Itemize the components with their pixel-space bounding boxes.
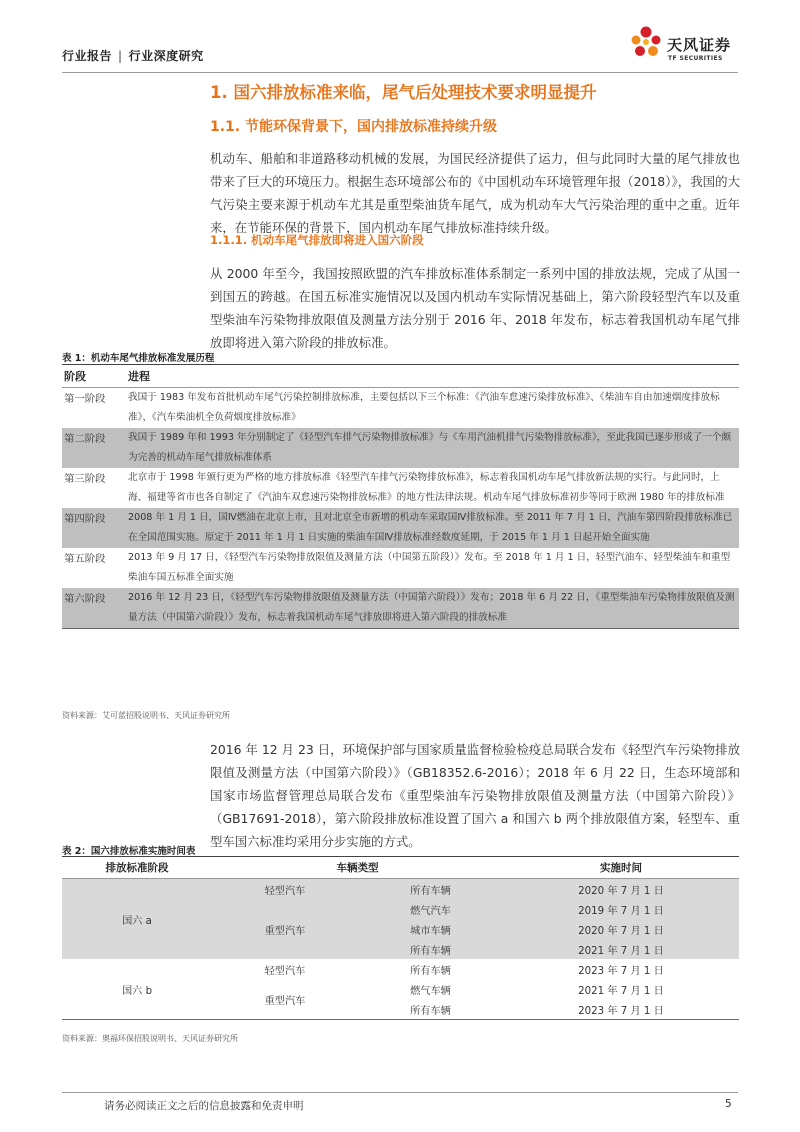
table1-source: 资料来源：艾可蓝招股说明书、天风证券研究所 xyxy=(62,711,230,720)
table1-progress-cell: 我国于 1989 年和 1993 年分别制定了《轻型汽车排气污染物排放标准》与《车用汽油机排气污染物排放标准》，至此我国已逐步形成了一个颇为完善的机动车尾气排放标准体系 xyxy=(126,428,739,468)
logo-name-cn: 天风证券 xyxy=(667,36,732,54)
table2-vehicle-sub-cell: 所有车辆 xyxy=(358,939,503,959)
table2-date-cell: 2021 年 7 月 1 日 xyxy=(503,939,739,959)
paragraph-gb6-release-text: 2016 年 12 月 23 日，环境保护部与国家质量监督检验检疫总局联合发布《轻型汽车污染物排放限值及测量方法（中国第六阶段）》（GB18352.6-2016）；2018 年 6 月 22 日，生态环境部和国家市场监督管理总局联合发布《重型柴油车污染物排放限值及测量方法（中国第六阶段）》（GB17691-2018），第六阶段排放标准设置了国六 a 和国六 b 两个排放限值方案，轻型车、重型车国六标准均采用分步实施的方式。 xyxy=(210,742,740,849)
table2-date-cell: 2023 年 7 月 1 日 xyxy=(503,999,739,1020)
table2-vehicle-sub-cell: 所有车辆 xyxy=(358,999,503,1020)
table1-progress-cell: 2013 年 9 月 17 日，《轻型汽车污染物排放限值及测量方法（中国第五阶段）》发布。至 2018 年 1 月 1 日，轻型汽油车、轻型柴油车和重型柴油车国五标准全面实施 xyxy=(128,552,731,583)
table-row xyxy=(62,428,739,468)
table1-progress-cell: 2016 年 12 月 23 日，《轻型汽车污染物排放限值及测量方法（中国第六阶段）》发布；2018 年 6 月 22 日，《重型柴油车污染物排放限值及测量方法（中国第六阶段）》发布，标志着我国机动车尾气排放即将进入第六阶段的排放标准 xyxy=(126,588,739,629)
table1-progress-cell: 北京市于 1998 年颁行更为严格的地方排放标准《轻型汽车排气污染物排放标准》，标志着我国机动车尾气排放新法规的实行。与此同时，上海、福建等省市也各自制定了《汽油车双怠速污染物排放标准》的地方性法律法规。机动车尾气排放标准初步等同于欧洲 1980 年的排放标准 xyxy=(128,472,725,503)
footer-disclaimer: 请务必阅读正文之后的信息披露和免责申明 xyxy=(104,1100,304,1112)
table1-stage-cell: 第四阶段 xyxy=(62,508,126,548)
table-row xyxy=(62,388,739,429)
table1-header-progress: 进程 xyxy=(126,365,739,388)
table2-header-date: 实施时间 xyxy=(503,857,739,879)
header-separator: | xyxy=(118,49,123,63)
table2-implementation-schedule xyxy=(62,856,739,1020)
paragraph-gb6-release xyxy=(210,738,740,853)
table1-stage-cell: 第一阶段 xyxy=(64,393,106,405)
header-category xyxy=(62,47,204,64)
table2-caption: 表 2：国六排放标准实施时间表 xyxy=(62,846,196,857)
table2-header-row xyxy=(62,857,739,879)
table2-date-cell: 2020 年 7 月 1 日 xyxy=(503,919,739,939)
table2-vehicle-sub-cell: 所有车辆 xyxy=(410,965,451,977)
table-row xyxy=(62,468,739,508)
section-heading-1-1-1: 1.1.1. 机动车尾气排放即将进入国六阶段 xyxy=(210,233,424,247)
table1-stage-cell: 第三阶段 xyxy=(64,473,106,485)
table2-date-cell: 2019 年 7 月 1 日 xyxy=(503,899,739,919)
table2-vehicle-sub-cell: 燃气车辆 xyxy=(410,985,451,997)
table2-vehicle-class-cell: 轻型汽车 xyxy=(264,965,306,977)
table1-stage-cell: 第五阶段 xyxy=(64,553,106,565)
table-row xyxy=(62,508,739,548)
header-report-type: 行业报告 xyxy=(62,49,113,63)
table-row xyxy=(62,588,739,629)
paragraph-background xyxy=(210,147,740,239)
table2-stage-cell: 国六 b xyxy=(62,959,212,1020)
footer-divider xyxy=(62,1092,738,1093)
paragraph-history xyxy=(210,262,740,354)
table-row xyxy=(62,548,739,588)
table1-progress-cell: 我国于 1983 年发布首批机动车尾气污染控制排放标准，主要包括以下三个标准：《汽油车怠速污染排放标准》、《柴油车自由加速烟度排放标准》、《汽车柴油机全负荷烟度排放标准》 xyxy=(128,392,720,423)
table1-progress-cell: 2008 年 1 月 1 日，国Ⅳ燃油在北京上市，且对北京全市新增的机动车采取国Ⅳ排放标准。至 2011 年 7 月 1 日，汽油车第四阶段排放标准已在全国范围实施。原定于 2011 年 1 月 1 日实施的柴油车国Ⅳ排放标准经数度延期，于 2015 年 1 月 1 日起开始全面实施 xyxy=(126,508,739,548)
section-heading-1-1: 1.1. 节能环保背景下，国内排放标准持续升级 xyxy=(210,119,497,135)
table1-caption: 表 1：机动车尾气排放标准发展历程 xyxy=(62,353,215,364)
table-row xyxy=(62,879,739,900)
table2-vehicle-sub-cell: 燃气汽车 xyxy=(358,899,503,919)
table2-vehicle-class-cell: 重型汽车 xyxy=(212,979,358,1020)
table2-source: 资料来源：奥福环保招股说明书、天风证券研究所 xyxy=(62,1034,238,1043)
table1-stage-cell: 第二阶段 xyxy=(62,428,126,468)
table-row xyxy=(62,959,739,979)
table2-vehicle-class-cell: 轻型汽车 xyxy=(212,879,358,900)
page-number: 5 xyxy=(725,1098,732,1110)
table2-date-cell: 2021 年 7 月 1 日 xyxy=(578,985,664,997)
table2-date-cell: 2023 年 7 月 1 日 xyxy=(578,965,664,977)
paragraph-background-text: 机动车、船舶和非道路移动机械的发展，为国民经济提供了运力，但与此同时大量的尾气排放也带来了巨大的环境压力。根据生态环境部公布的《中国机动车环境管理年报（2018）》，我国的大气污染主要来源于机动车尤其是重型柴油货车尾气，成为机动车大气污染治理的重中之重。近年来，在节能环保的背景下，国内机动车尾气排放标准持续升级。 xyxy=(210,151,740,235)
table2-vehicle-class-cell: 重型汽车 xyxy=(212,899,358,959)
table2-vehicle-sub-cell: 所有车辆 xyxy=(358,879,503,900)
table1-stage-cell: 第六阶段 xyxy=(62,588,126,629)
header-report-subtype: 行业深度研究 xyxy=(128,49,204,63)
table1-emission-history xyxy=(62,364,739,629)
table1-header-stage: 阶段 xyxy=(62,365,126,388)
table2-header-stage: 排放标准阶段 xyxy=(62,857,212,879)
table2-vehicle-sub-cell: 城市车辆 xyxy=(358,919,503,939)
table2-date-cell: 2020 年 7 月 1 日 xyxy=(503,879,739,900)
section-heading-1: 1. 国六排放标准来临，尾气后处理技术要求明显提升 xyxy=(210,83,597,102)
table2-stage-cell: 国六 a xyxy=(62,879,212,960)
logo-name-en: TF SECURITIES xyxy=(668,55,723,62)
paragraph-history-text: 从 2000 年至今，我国按照欧盟的汽车排放标准体系制定一系列中国的排放法规，完成了从国一到国五的跨越。在国五标准实施情况以及国内机动车实际情况基础上，第六阶段轻型汽车以及重型柴油车污染物排放限值及测量方法分别于 2016 年、2018 年发布，标志着我国机动车尾气排放即将进入第六阶段的排放标准。 xyxy=(210,266,740,350)
header-divider xyxy=(62,72,738,73)
table2-header-vehicle-type: 车辆类型 xyxy=(212,857,503,879)
table1-header-row xyxy=(62,365,739,388)
